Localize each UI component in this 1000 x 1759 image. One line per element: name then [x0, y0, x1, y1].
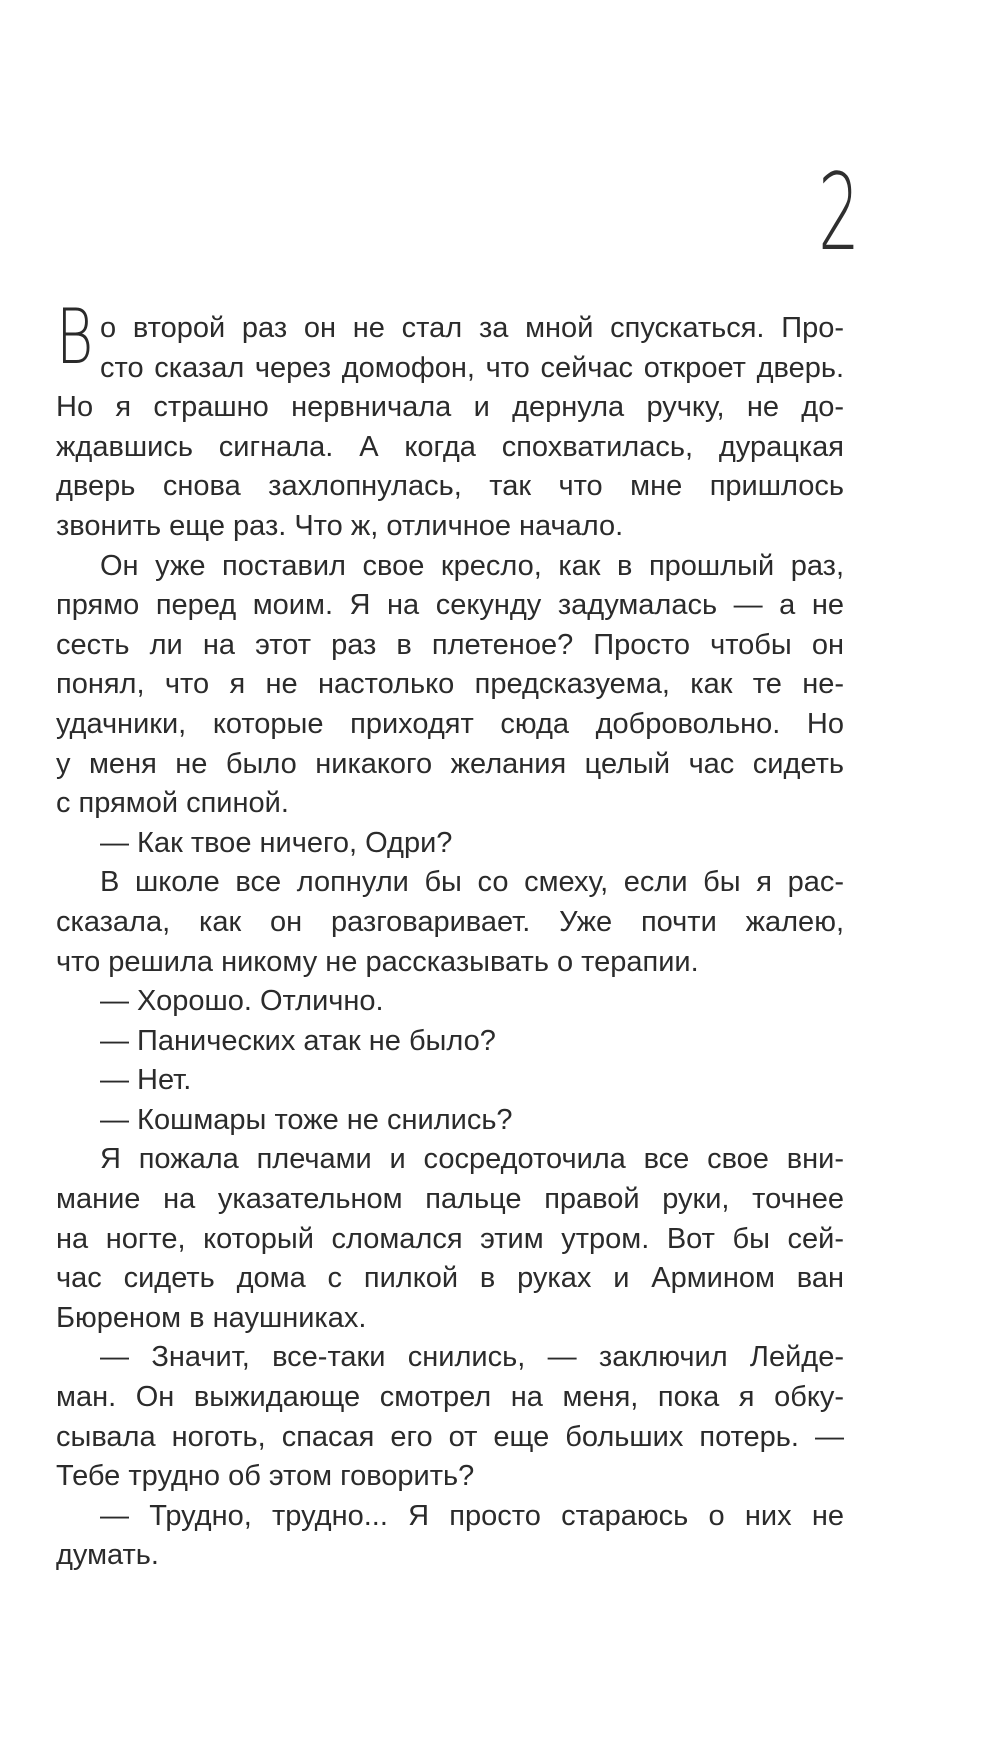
text-line: на ногте, который сломался этим утром. Вот бы сей-: [56, 1222, 844, 1255]
text-line: ман. Он выжидающе смотрел на меня, пока я обку-: [56, 1381, 844, 1414]
text-line: Тебе трудно об этом говорить?: [56, 1460, 475, 1493]
text-line: сказала, как он разговаривает. Уже почти жалею,: [56, 905, 844, 938]
text-line: — Кошмары тоже не снились?: [100, 1103, 513, 1136]
text-line: сто сказал через домофон, что сейчас откроет дверь.: [100, 351, 844, 384]
text-line: сесть ли на этот раз в плетеное? Просто чтобы он: [56, 628, 844, 661]
text-line: что решила никому не рассказывать о терапии.: [56, 945, 699, 978]
text-line: час сидеть дома с пилкой в руках и Армином ван: [56, 1262, 844, 1295]
text-line: удачники, которые приходят сюда добровольно. Но: [56, 707, 844, 740]
chapter-number: 2: [818, 151, 860, 274]
drop-cap: В: [56, 292, 94, 381]
text-line: звонить еще раз. Что ж, отличное начало.: [56, 509, 624, 542]
text-line: понял, что я не настолько предсказуема, как те не-: [56, 668, 844, 701]
text-line: думать.: [56, 1539, 159, 1572]
text-line: дверь снова захлопнулась, так что мне пришлось: [56, 470, 844, 503]
body-text: [56, 292, 844, 1576]
text-line: ждавшись сигнала. А когда спохватилась, дурацкая: [56, 430, 844, 463]
text-line: сывала ноготь, спасая его от еще больших потерь. —: [56, 1420, 844, 1453]
text-line: прямо перед моим. Я на секунду задумалась — а не: [56, 589, 844, 622]
text-line: В школе все лопнули бы со смеху, если бы я рас-: [100, 866, 844, 899]
text-line: — Как твое ничего, Одри?: [100, 826, 453, 859]
text-line: — Трудно, трудно... Я просто стараюсь о них не: [100, 1499, 844, 1532]
text-line: мание на указательном пальце правой руки, точнее: [56, 1183, 844, 1216]
text-line: Он уже поставил свое кресло, как в прошлый раз,: [100, 549, 844, 582]
text-line: Я пожала плечами и сосредоточила все свое вни-: [100, 1143, 844, 1176]
first-line: о второй раз он не стал за мной спускаться. Про-: [100, 312, 844, 344]
text-line: у меня не было никакого желания целый час сидеть: [56, 747, 844, 780]
text-line: с прямой спиной.: [56, 787, 289, 820]
text-line: — Нет.: [100, 1064, 192, 1097]
text-line: — Панических атак не было?: [100, 1024, 496, 1057]
text-lines: [56, 292, 844, 1576]
text-line: — Хорошо. Отлично.: [100, 985, 384, 1018]
text-line: — Значит, все-таки снились, — заключил Лейде-: [100, 1341, 844, 1374]
text-line: Бюреном в наушниках.: [56, 1301, 367, 1334]
text-line: Но я страшно нервничала и дернула ручку, не до-: [56, 391, 844, 424]
